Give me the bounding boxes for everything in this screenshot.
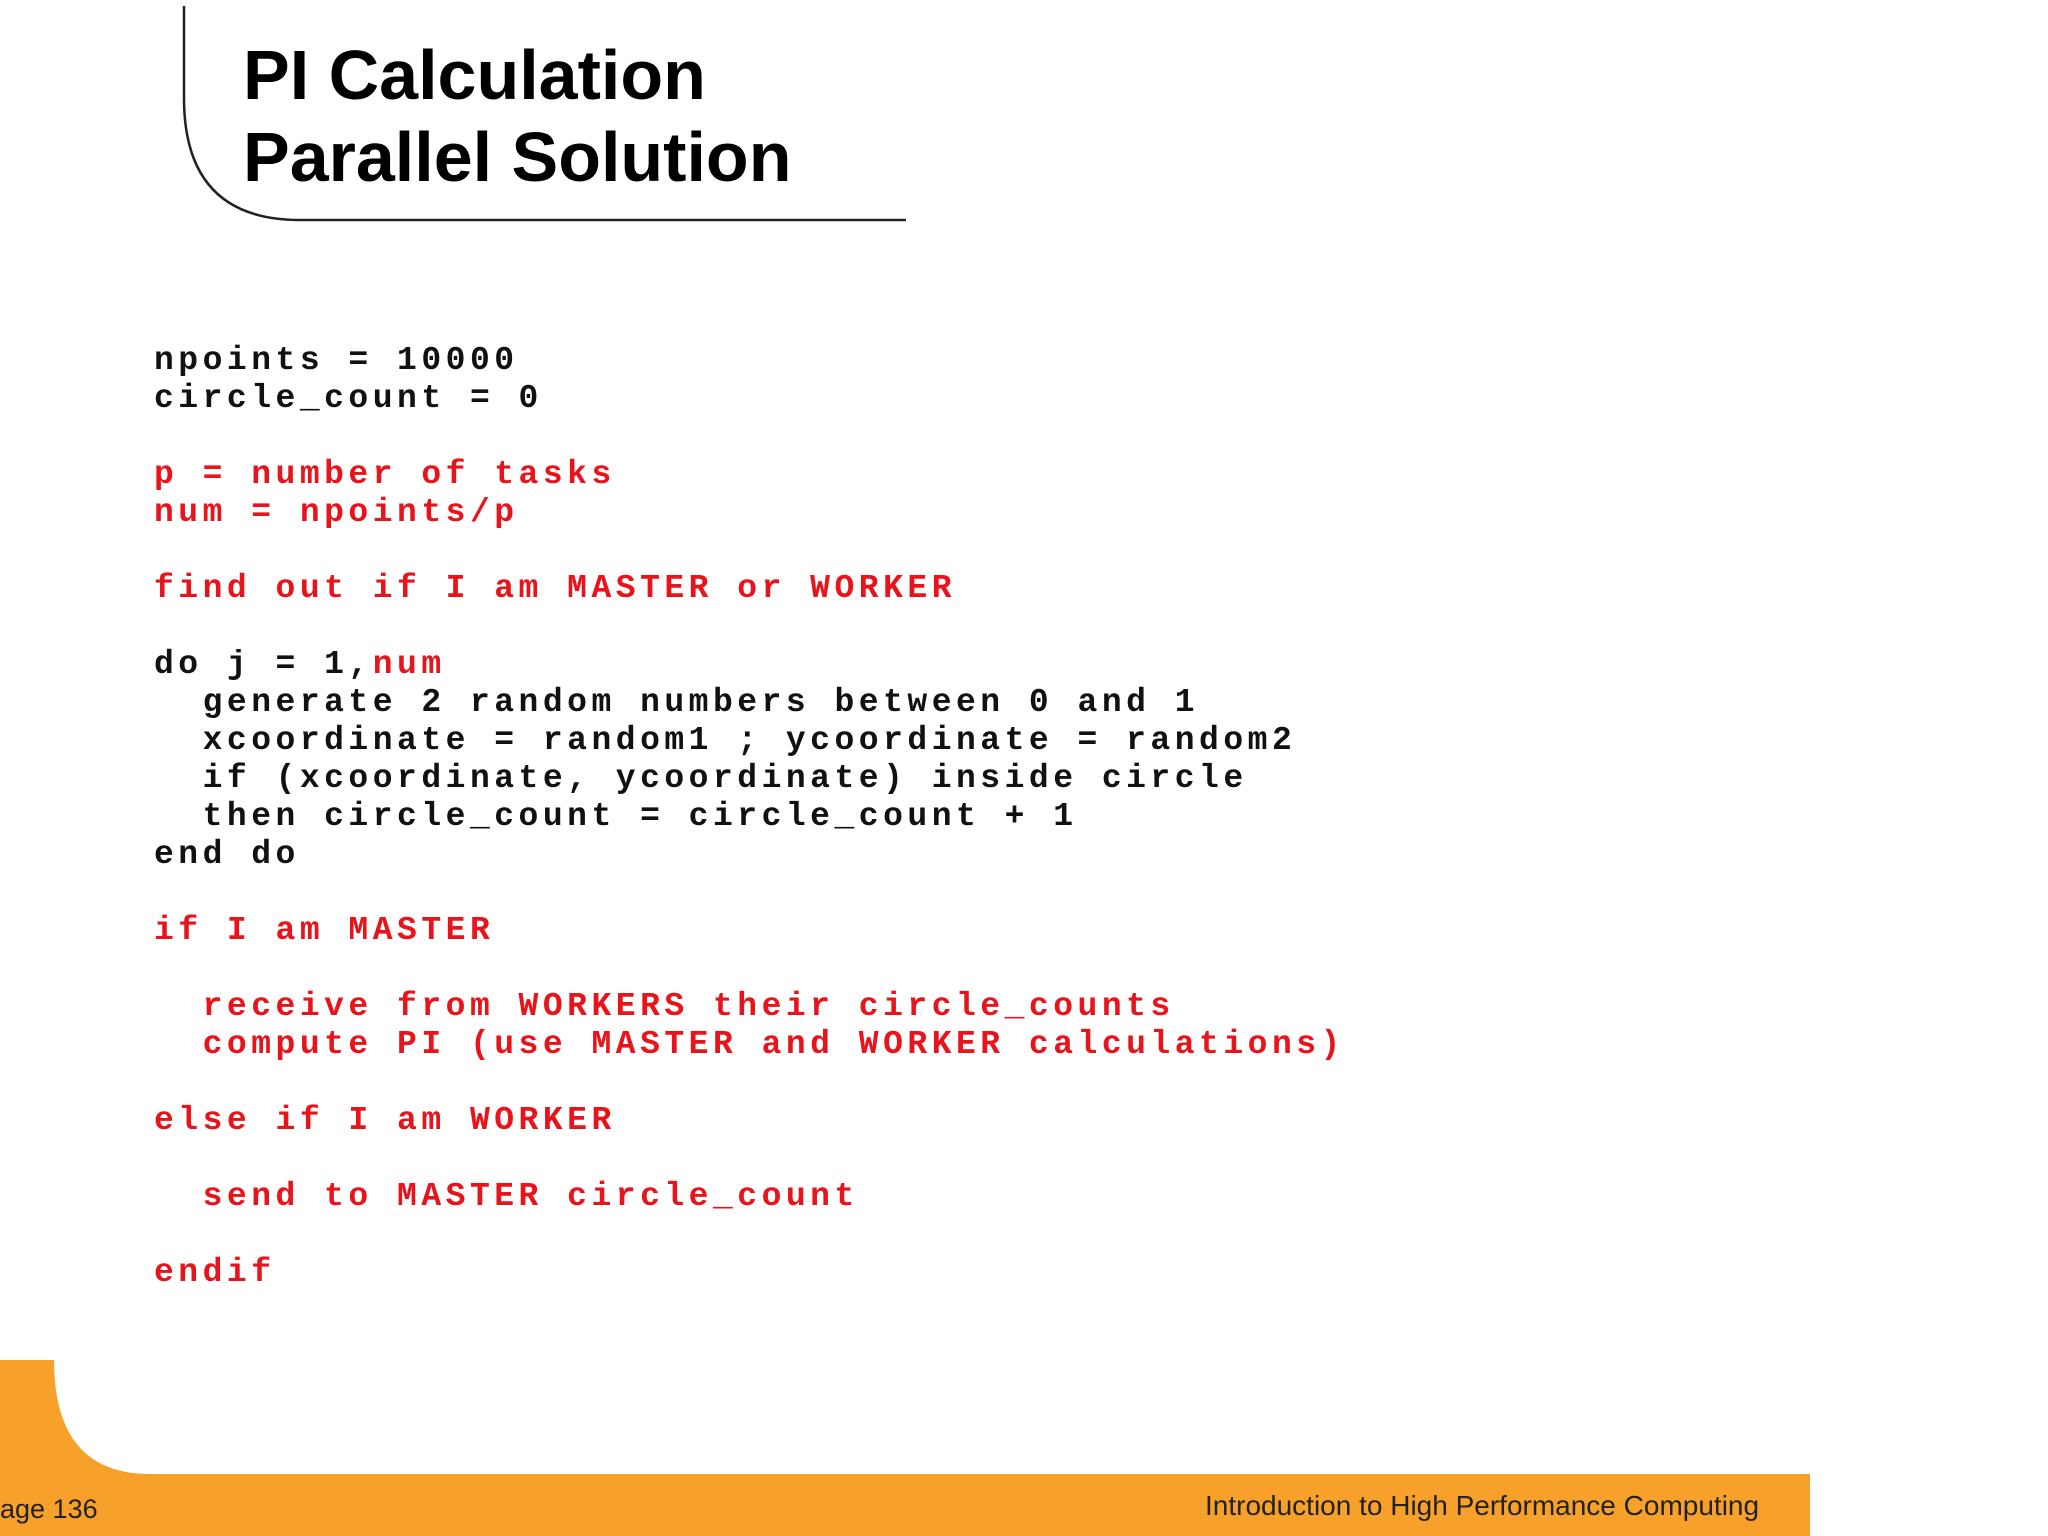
code-line-text: circle_count = 0 (154, 380, 543, 417)
code-line-text: do j = 1, (154, 646, 373, 683)
code-line (154, 684, 1345, 722)
code-line (154, 494, 1345, 532)
code-line (154, 912, 1345, 950)
footer-course-title: Introduction to High Performance Computing (1205, 1490, 1760, 1521)
code-line-text: receive from WORKERS their circle_counts (154, 988, 1175, 1025)
code-line-text: endif (154, 1254, 276, 1291)
code-line-text: if I am MASTER (154, 912, 495, 949)
code-line (154, 798, 1345, 836)
code-line (154, 760, 1345, 798)
code-line (154, 1254, 1345, 1292)
code-line-text: end do (154, 836, 300, 873)
code-blank-line (154, 874, 1345, 912)
code-line-text: npoints = 10000 (154, 342, 519, 379)
code-blank-line (154, 1140, 1345, 1178)
code-line-text: find out if I am MASTER or WORKER (154, 570, 957, 607)
code-blank-line (154, 1064, 1345, 1102)
slide-title-line-2: Parallel Solution (243, 118, 792, 196)
code-line (154, 1102, 1345, 1140)
code-line (154, 836, 1345, 874)
code-line (154, 1178, 1345, 1216)
code-line-text: send to MASTER circle_count (154, 1178, 859, 1215)
code-line-text: num = npoints/p (154, 494, 519, 531)
code-line-text: then circle_count = circle_count + 1 (154, 798, 1078, 835)
code-line (154, 570, 1345, 608)
code-line (154, 342, 1345, 380)
code-line (154, 646, 1345, 684)
code-line-text: else if I am WORKER (154, 1102, 616, 1139)
code-line-text: xcoordinate = random1 ; ycoordinate = random2 (154, 722, 1297, 759)
code-line (154, 988, 1345, 1026)
code-line-suffix: num (372, 646, 446, 683)
code-line-text: compute PI (use MASTER and WORKER calculations) (154, 1026, 1345, 1063)
code-line-text: p = number of tasks (154, 456, 616, 493)
page-number: age 136 (0, 1494, 98, 1524)
code-line-text: if (xcoordinate, ycoordinate) inside circle (154, 760, 1248, 797)
code-line (154, 722, 1345, 760)
slide-title (243, 34, 791, 198)
code-line (154, 380, 1345, 418)
code-blank-line (154, 532, 1345, 570)
code-blank-line (154, 1216, 1345, 1254)
code-line (154, 1026, 1345, 1064)
pseudocode-block (154, 342, 1345, 1292)
slide-title-line-1: PI Calculation (243, 36, 706, 114)
code-blank-line (154, 608, 1345, 646)
code-line (154, 456, 1345, 494)
code-blank-line (154, 950, 1345, 988)
code-blank-line (154, 418, 1345, 456)
code-line-text: generate 2 random numbers between 0 and 1 (154, 684, 1200, 721)
